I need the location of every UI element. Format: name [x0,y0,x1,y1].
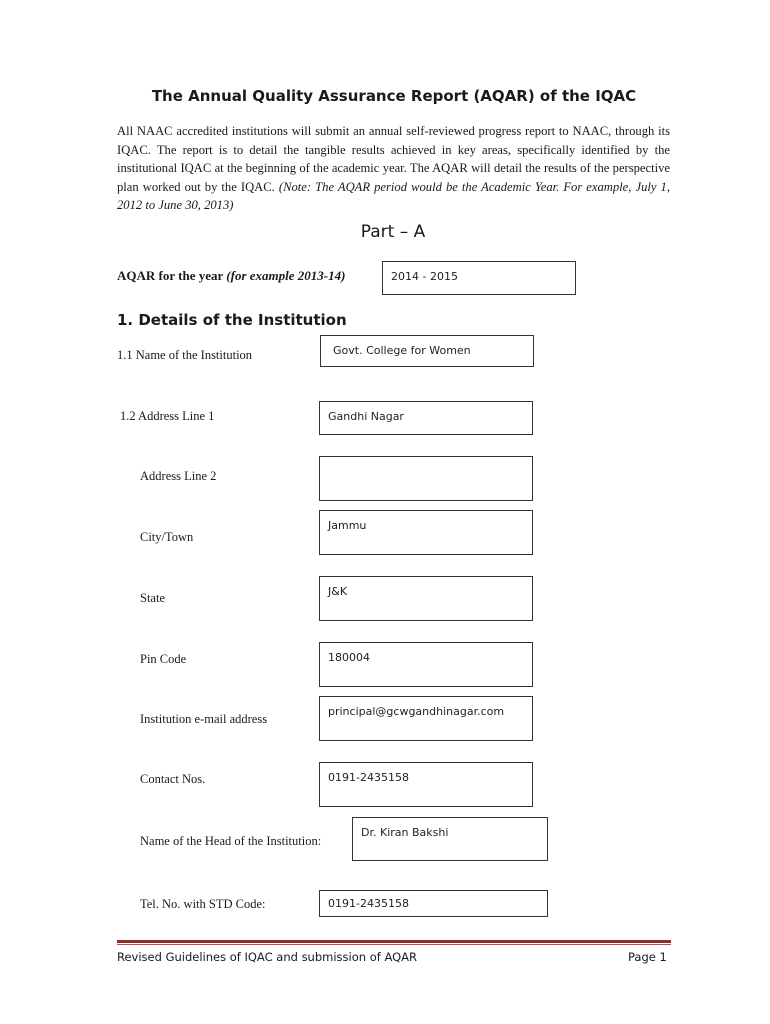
contact-label: Contact Nos. [140,772,206,786]
footer-divider-thin [117,944,671,945]
pin-code-label: Pin Code [140,652,187,666]
address-line1-field[interactable]: Gandhi Nagar [319,401,533,435]
state-field[interactable]: J&K [319,576,533,621]
pin-code-field[interactable]: 180004 [319,642,533,687]
document-title: The Annual Quality Assurance Report (AQAR) of the IQAC [151,87,637,105]
aqar-year-example: (for example 2013-14) [226,268,346,283]
state-label: State [140,591,165,605]
footer-text: Revised Guidelines of IQAC and submission of AQAR [117,950,418,964]
aqar-year-label-text: AQAR for the year [117,268,227,283]
email-field[interactable]: principal@gcwgandhinagar.com [319,696,533,741]
institution-name-label: 1.1 Name of the Institution [117,348,253,362]
head-name-label: Name of the Head of the Institution: [140,834,322,848]
head-name-field[interactable]: Dr. Kiran Bakshi [352,817,548,861]
intro-paragraph [117,122,670,215]
aqar-year-label [117,268,345,284]
city-field[interactable]: Jammu [319,510,533,555]
contact-field[interactable]: 0191-2435158 [319,762,533,807]
intro-text: All NAAC accredited institutions will submit an annual self-reviewed progress report to NAAC, through its IQAC. The report is to detail the tangible results achieved in key areas, specifically identified by the institutional IQAC at the beginning of the academic year. The AQAR will detail the results of the perspective plan worked out by the IQAC. [117,124,670,194]
tel-field[interactable]: 0191-2435158 [319,890,548,917]
footer-divider [117,940,671,943]
tel-label: Tel. No. with STD Code: [140,897,266,911]
email-label: Institution e-mail address [140,712,268,726]
part-heading: Part – A [360,222,426,242]
address-line2-label: Address Line 2 [140,469,217,483]
city-label: City/Town [140,530,194,544]
intro-note: (Note: The AQAR period would be the Academic Year. For example, July 1, 2012 to June 30, 2013) [117,179,670,213]
page-number: Page 1 [628,950,667,964]
aqar-year-field[interactable]: 2014 - 2015 [382,261,576,295]
section-heading: 1. Details of the Institution [117,311,347,329]
institution-name-field[interactable]: Govt. College for Women [320,335,534,367]
address-line2-field[interactable] [319,456,533,501]
address-line1-label: 1.2 Address Line 1 [120,409,215,423]
